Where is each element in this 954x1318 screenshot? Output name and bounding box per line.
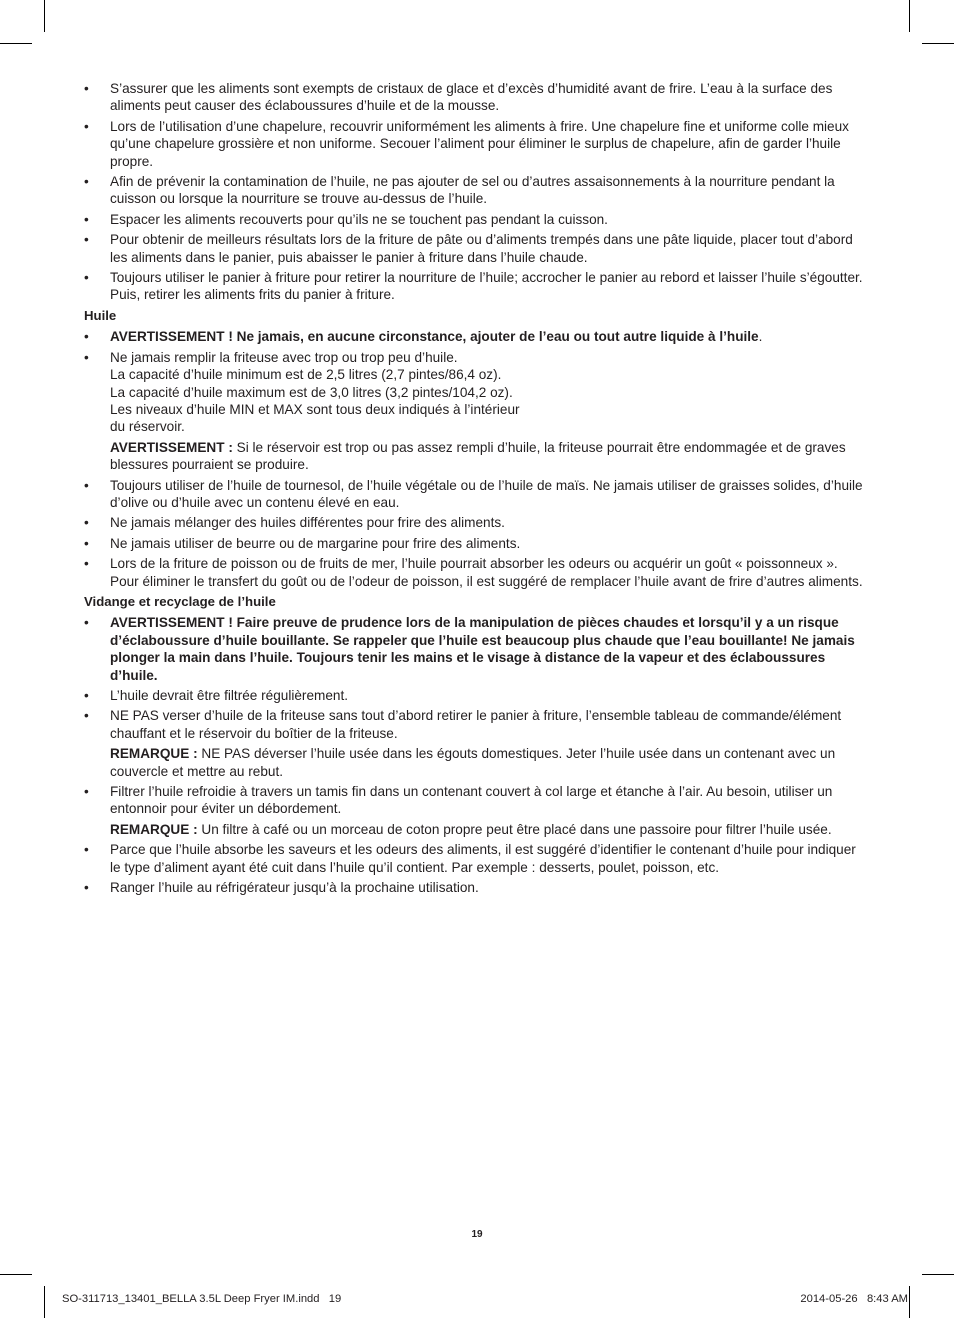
crop-mark-top-right-horizontal: [922, 43, 954, 44]
list-item-text: [110, 783, 870, 818]
list-item-text: [110, 328, 870, 345]
text-line: du réservoir.: [110, 419, 185, 435]
text-run: Toujours utiliser de l’huile de tournesol, de l’huile végétale ou de l’huile de maïs. Ne jamais utiliser de graisses solides, d’huile d’olive ou d’huile avec un contenu élevé en eau.: [110, 477, 863, 510]
list-item: [84, 614, 870, 684]
list-item-text: [110, 707, 870, 742]
bullet: •: [84, 688, 89, 703]
section: [84, 307, 870, 590]
text-run: L’huile devrait être filtrée régulièrement.: [110, 688, 349, 703]
list-item: [84, 687, 870, 704]
crop-mark-bottom-right-vertical: [909, 1286, 910, 1318]
section-heading: Huile: [84, 307, 117, 323]
list-item-text: [110, 687, 870, 704]
text-line: Ne jamais remplir la friteuse avec trop ou trop peu d’huile.: [110, 349, 458, 365]
text-line: Les niveaux d’huile MIN et MAX sont tous deux indiqués à l’intérieur: [110, 401, 520, 417]
list-item: [84, 879, 870, 896]
list-item-text: [110, 211, 870, 228]
text-run: Si le réservoir est trop ou pas assez rempli d’huile, la friteuse pourrait être endommagée et de graves blessures pourraient se produire.: [110, 439, 846, 473]
bold-text: REMARQUE :: [110, 746, 198, 762]
crop-mark-top-left-vertical: [44, 0, 45, 32]
bullet: •: [84, 118, 89, 134]
section: [84, 593, 870, 897]
item-note: [110, 821, 870, 838]
text-run: S’assurer que les aliments sont exempts de cristaux de glace et d’excès d’humidité avant de frire. L’eau à la surface des aliments peut causer des éclaboussures d’huile et de la mousse.: [110, 81, 833, 114]
list-item: [84, 555, 870, 590]
text-run: Un filtre à café ou un morceau de coton propre peut être placé dans une passoire pour filtrer l’huile usée.: [197, 821, 832, 837]
text-run: Parce que l’huile absorbe les saveurs et les odeurs des aliments, il est suggéré d’identifier le contenant d’huile pour indiquer le type d’aliment ayant été cuit dans l’huile qu’il contient. Par exemple : desserts, poulet, poisson, etc.: [110, 842, 856, 875]
text-run: Pour obtenir de meilleurs résultats lors de la friture de pâte ou d’aliments trempés dans une pâte liquide, placer tout d’abord les aliments dans le panier, puis abaisser le panier à friture dans l’huile chaude.: [110, 232, 853, 265]
list-item: [84, 211, 870, 228]
list-item-text: [110, 477, 870, 512]
list-item: [84, 269, 870, 304]
bold-text: AVERTISSEMENT :: [110, 439, 233, 455]
list-item: [84, 783, 870, 838]
bold-text: REMARQUE :: [110, 821, 198, 837]
list-item-text: [110, 879, 870, 896]
document-body: [84, 80, 870, 899]
text-run: Ranger l’huile au réfrigérateur jusqu’à la prochaine utilisation.: [110, 880, 479, 896]
text-run: NE PAS déverser l’huile usée dans les égouts domestiques. Jeter l’huile usée dans un contenant avec un couvercle et mettre au rebut.: [110, 746, 836, 779]
text-run: Ne jamais utiliser de beurre ou de margarine pour frire des aliments.: [110, 535, 521, 551]
bullet: •: [84, 842, 89, 858]
date-info-slug: 2014-05-26 8:43 AM: [800, 1293, 908, 1305]
list-item: [84, 173, 870, 208]
bullet: •: [84, 515, 89, 531]
bullet: •: [84, 708, 89, 724]
bold-text: AVERTISSEMENT ! Ne jamais, en aucune circonstance, ajouter de l’eau ou tout autre liquide à l’huile: [110, 329, 759, 345]
page-number: 19: [471, 1229, 483, 1240]
bullet: •: [84, 615, 89, 631]
text-run: Lors de la friture de poisson ou de fruits de mer, l’huile pourrait absorber les odeurs ou acquérir un goût « poissonneux ». Pour éliminer le transfert du goût ou de l’odeur de poisson, il est suggéré de remplacer l’huile avant de frire d’autres aliments.: [110, 556, 863, 589]
crop-mark-bottom-right-horizontal: [922, 1274, 954, 1275]
item-note: [110, 745, 870, 780]
text-run: Toujours utiliser le panier à friture pour retirer la nourriture de l’huile; accrocher le panier au rebord et laisser l’huile s’égoutter. Puis, retirer les aliments frits du panier à friture.: [110, 270, 863, 303]
list-item-text: [110, 118, 870, 170]
list-item: [84, 477, 870, 512]
list-item-text: [110, 841, 870, 876]
text-line: La capacité d’huile maximum est de 3,0 litres (3,2 pintes/104,2 oz).: [110, 384, 513, 400]
bullet: •: [84, 81, 89, 96]
list-item-text: [110, 349, 870, 436]
text-run: NE PAS verser d’huile de la friteuse sans tout d’abord retirer le panier à friture, l’ensemble tableau de commande/élément chauffant et le réservoir du boîtier de la friteuse.: [110, 708, 842, 741]
bullet: •: [84, 270, 89, 286]
text-run: Filtrer l’huile refroidie à travers un tamis fin dans un contenant couvert à col large et étanche à l’air. Au besoin, utiliser un entonnoir pour éviter un débordement.: [110, 784, 833, 817]
bold-text: AVERTISSEMENT ! Faire preuve de prudence lors de la manipulation de pièces chaudes et lorsqu’il y a un risque d’éclaboussure d’huile bouillante. Se rappeler que l’huile est beaucoup plus chaude que l’eau bouillante! Ne jamais plonger la main dans l’huile. Toujours tenir les mains et le visage à distance de la vapeur et des éclaboussures d’huile.: [110, 615, 855, 683]
list-item: [84, 707, 870, 780]
crop-mark-top-left-horizontal: [0, 43, 32, 44]
list-item: [84, 535, 870, 552]
text-run: Lors de l’utilisation d’une chapelure, recouvrir uniformément les aliments à frire. Une chapelure fine et uniforme colle mieux qu’une chapelure grossière et non uniforme. Secouer l’aliment pour éliminer le surplus de chapelure, afin de garder l’huile propre.: [110, 118, 849, 169]
bullet: •: [84, 174, 89, 190]
bullet: •: [84, 477, 89, 493]
bullet: •: [84, 349, 89, 365]
list-item: [84, 841, 870, 876]
item-note: [110, 439, 870, 474]
list-item-text: [110, 514, 870, 531]
section-heading: Vidange et recyclage de l’huile: [84, 593, 276, 609]
list-item-text: [110, 614, 870, 684]
bullet: •: [84, 556, 89, 572]
bullet: •: [84, 535, 89, 551]
list-item: [84, 328, 870, 345]
text-run: Espacer les aliments recouverts pour qu’ils ne se touchent pas pendant la cuisson.: [110, 211, 608, 227]
text-run: .: [758, 329, 763, 345]
list-item-text: [110, 555, 870, 590]
list-item: [84, 118, 870, 170]
text-run: Afin de prévenir la contamination de l’huile, ne pas ajouter de sel ou d’autres assaisonnements à la nourriture pendant la cuisson ou lorsque la nourriture se trouve au-dessus de l’huile.: [110, 174, 835, 207]
list-item-text: [110, 231, 870, 266]
bullet: •: [84, 329, 89, 345]
section: [84, 80, 870, 304]
list-item-text: [110, 535, 870, 552]
crop-mark-top-right-vertical: [909, 0, 910, 32]
bullet: •: [84, 880, 89, 896]
list-item-text: [110, 269, 870, 304]
list-item-text: [110, 80, 870, 115]
text-line: La capacité d’huile minimum est de 2,5 litres (2,7 pintes/86,4 oz).: [110, 367, 502, 383]
list-item: [84, 349, 870, 474]
crop-mark-bottom-left-vertical: [44, 1286, 45, 1318]
list-item: [84, 231, 870, 266]
bullet: •: [84, 232, 89, 248]
file-info-slug: SO-311713_13401_BELLA 3.5L Deep Fryer IM.indd 19: [62, 1293, 342, 1305]
list-item-text: [110, 173, 870, 208]
crop-mark-bottom-left-horizontal: [0, 1274, 32, 1275]
bullet: •: [84, 784, 89, 800]
list-item: [84, 80, 870, 115]
bullet: •: [84, 211, 89, 227]
list-item: [84, 514, 870, 531]
text-run: Ne jamais mélanger des huiles différentes pour frire des aliments.: [110, 515, 505, 531]
